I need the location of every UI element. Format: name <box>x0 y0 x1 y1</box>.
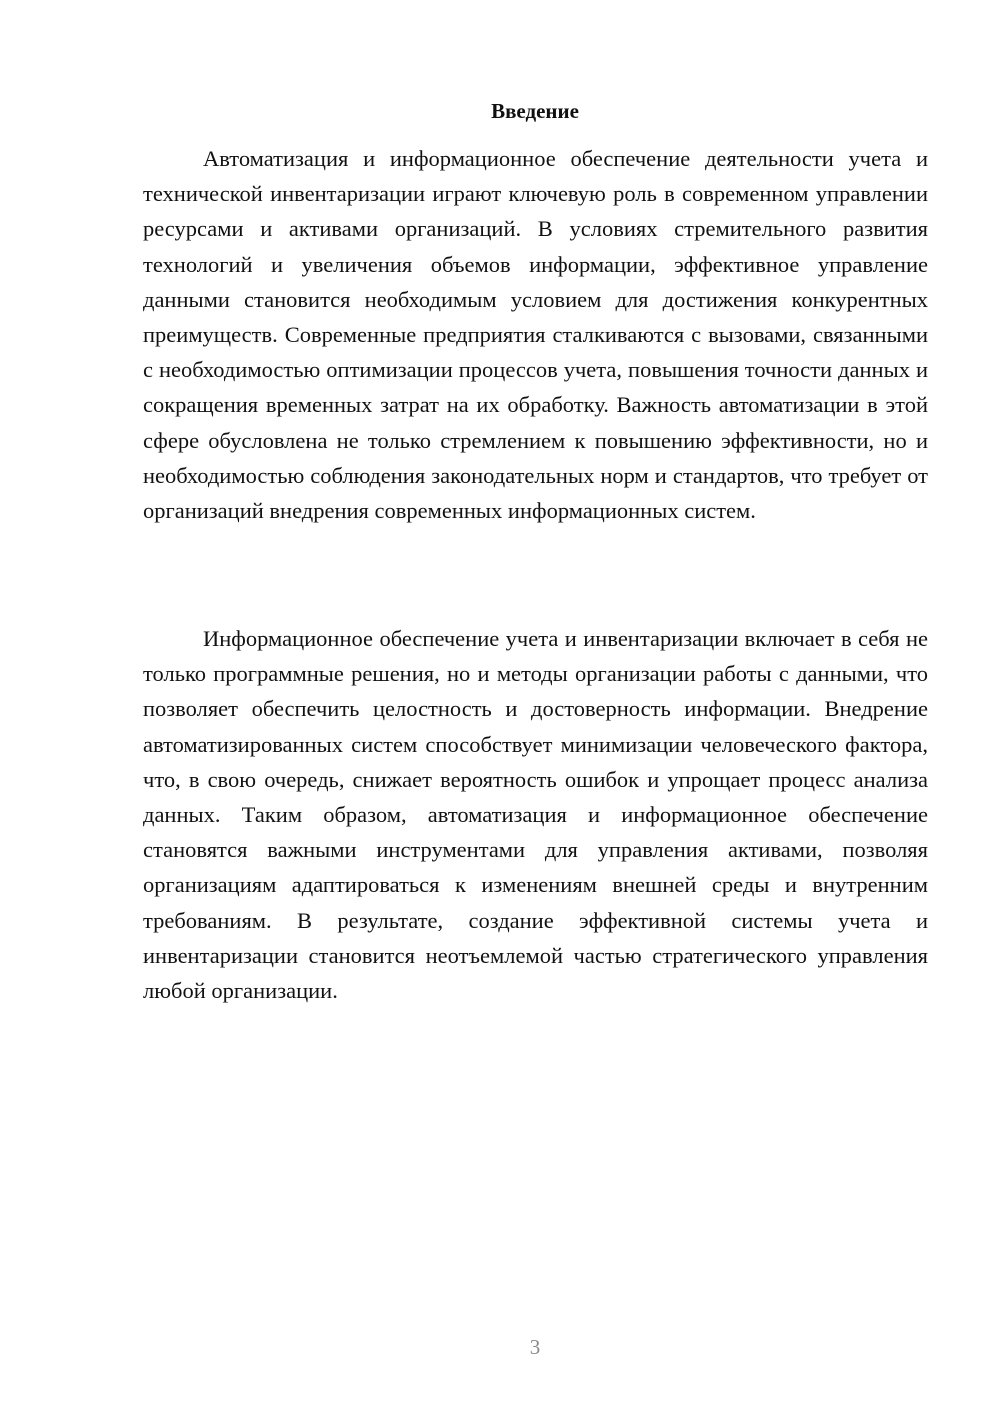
section-heading: Введение <box>491 99 579 123</box>
paragraph-2: Информационное обеспечение учета и инвентаризации включает в себя не только программные решения, но и методы организации работы с данными, что позволяет обеспечить целостность и достоверность информации. Внедрение автоматизированных систем способствует минимизации человеческого фактора, что, в свою очередь, снижает вероятность ошибок и упрощает процесс анализа данных. Таким образом, автоматизация и информационное обеспечение становятся важными инструментами для управления активами, позволяя организациям адаптироваться к изменениям внешней среды и внутренним требованиям. В результате, создание эффективной системы учета и инвентаризации становится неотъемлемой частью стратегического управления любой организации. <box>143 626 928 1004</box>
page-number: 3 <box>529 1335 541 1359</box>
paragraph-1: Автоматизация и информационное обеспечение деятельности учета и технической инвентаризации играют ключевую роль в современном управлении ресурсами и активами организаций. В условиях стремительного развития технологий и увеличения объемов информации, эффективное управление данными становится необходимым условием для достижения конкурентных преимуществ. Современные предприятия сталкиваются с вызовами, связанными с необходимостью оптимизации процессов учета, повышения точности данных и сокращения временных затрат на их обработку. Важность автоматизации в этой сфере обусловлена не только стремлением к повышению эффективности, но и необходимостью соблюдения законодательных норм и стандартов, что требует от организаций внедрения современных информационных систем. <box>143 146 928 524</box>
